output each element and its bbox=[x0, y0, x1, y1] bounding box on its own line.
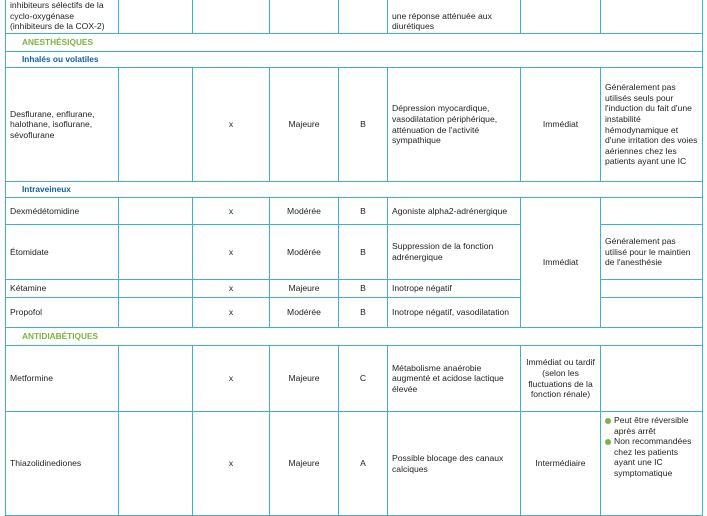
severity: Majeure bbox=[270, 346, 339, 412]
onset: Immédiat bbox=[521, 198, 601, 328]
drug-name: Étomidate bbox=[6, 225, 119, 280]
section-title: ANTIDIABÉTIQUES bbox=[6, 328, 703, 346]
mark: x bbox=[193, 298, 270, 328]
severity: Majeure bbox=[270, 412, 339, 516]
severity: Modérée bbox=[270, 198, 339, 225]
table-row bbox=[6, 68, 703, 182]
drug-name: Dexmédétomidine bbox=[6, 198, 119, 225]
comment: Généralement pas utilisé pour le maintien de l'anesthésie bbox=[601, 225, 703, 280]
evidence-level: B bbox=[339, 298, 388, 328]
severity: Modérée bbox=[270, 298, 339, 328]
comment bbox=[601, 412, 703, 516]
onset: Immédiat bbox=[521, 68, 601, 182]
drug-name: Desflurane, enflurane, halothane, isoflurane, sévoflurane bbox=[6, 68, 119, 182]
mechanism: Suppression de la fonction adrénergique bbox=[388, 225, 521, 280]
section-header-row bbox=[6, 328, 703, 346]
mechanism: une réponse atténuée aux diurétiques bbox=[388, 0, 521, 34]
evidence-level: C bbox=[339, 346, 388, 412]
drug-name: Kétamine bbox=[6, 280, 119, 298]
onset: Intermédiaire bbox=[521, 412, 601, 516]
mechanism: Inotrope négatif bbox=[388, 280, 521, 298]
evidence-level: B bbox=[339, 225, 388, 280]
drug-name: Thiazolidinediones bbox=[6, 412, 119, 516]
mark: x bbox=[193, 68, 270, 182]
comment-bullet: Peut être réversible après arrêt bbox=[605, 415, 698, 436]
severity: Modérée bbox=[270, 225, 339, 280]
evidence-level: A bbox=[339, 412, 388, 516]
mark: x bbox=[193, 412, 270, 516]
mechanism: Dépression myocardique, vasodilatation périphérique, atténuation de l'activité sympathique bbox=[388, 68, 521, 182]
drug-interaction-table bbox=[5, 0, 703, 516]
subsection-header-row bbox=[6, 52, 703, 68]
drug-name: Metformine bbox=[6, 346, 119, 412]
subsection-title: Inhalés ou volatiles bbox=[6, 52, 703, 68]
subsection-header-row bbox=[6, 182, 703, 198]
table-row bbox=[6, 198, 703, 225]
table-row bbox=[6, 0, 703, 34]
comment-bullet: Non recommandées chez les patients ayant une IC symptomatique bbox=[605, 436, 698, 478]
table-row bbox=[6, 412, 703, 516]
severity: Majeure bbox=[270, 68, 339, 182]
mark: x bbox=[193, 225, 270, 280]
mechanism: Inotrope négatif, vasodilatation bbox=[388, 298, 521, 328]
onset: Immédiat ou tardif (selon les fluctuations de la fonction rénale) bbox=[521, 346, 601, 412]
section-title: ANESTHÉSIQUES bbox=[6, 34, 703, 52]
mechanism: Agoniste alpha2-adrénergique bbox=[388, 198, 521, 225]
drug-name: Propofol bbox=[6, 298, 119, 328]
section-header-row bbox=[6, 34, 703, 52]
mechanism: Possible blocage des canaux calciques bbox=[388, 412, 521, 516]
mechanism: Métabolisme anaérobie augmenté et acidose lactique élevée bbox=[388, 346, 521, 412]
drug-name: inhibiteurs sélectifs de la cyclo-oxygénase (inhibiteurs de la COX-2) bbox=[6, 0, 119, 34]
severity: Majeure bbox=[270, 280, 339, 298]
evidence-level: B bbox=[339, 68, 388, 182]
mark: x bbox=[193, 280, 270, 298]
table-row bbox=[6, 346, 703, 412]
mark: x bbox=[193, 346, 270, 412]
comment: Généralement pas utilisés seuls pour l'induction du fait d'une instabilité hémodynamique et d'une irritation des voies aériennes chez les patients ayant une IC bbox=[601, 68, 703, 182]
evidence-level: B bbox=[339, 198, 388, 225]
subsection-title: Intraveineux bbox=[6, 182, 703, 198]
mark: x bbox=[193, 198, 270, 225]
evidence-level: B bbox=[339, 280, 388, 298]
